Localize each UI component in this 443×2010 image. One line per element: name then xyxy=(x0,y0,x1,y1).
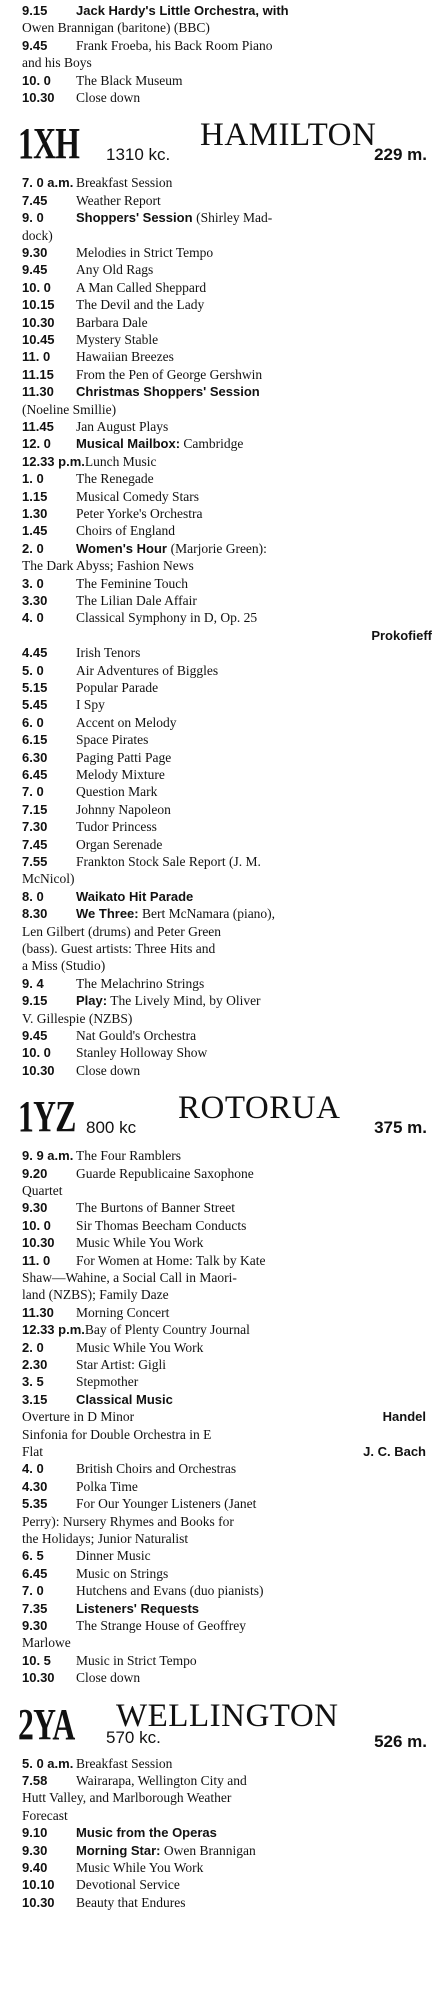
program-time: 9.30 xyxy=(22,1200,48,1216)
composer-name: Handel xyxy=(382,1409,426,1425)
program-time: 4. 0 xyxy=(22,610,44,626)
program-title: Waikato Hit Parade xyxy=(76,888,194,904)
program-line xyxy=(22,1426,432,1444)
program-title: V. Gillespie (NZBS) xyxy=(22,1010,133,1026)
program-detail: Bert McNamara (piano), xyxy=(138,906,276,922)
program-line xyxy=(22,783,432,801)
program-line xyxy=(22,1652,432,1670)
program-time: 11. 0 xyxy=(22,1252,51,1268)
program-title: Frankton Stock Sale Report (J. M. xyxy=(76,854,261,869)
program-time: 3.15 xyxy=(22,1391,48,1407)
program-line xyxy=(22,992,432,1010)
program-time: 9.15 xyxy=(22,993,48,1009)
program-line xyxy=(22,557,432,575)
program-title: Peter Yorke's Orchestra xyxy=(76,506,203,521)
program-time: 1.45 xyxy=(22,523,48,539)
program-detail: Cambridge xyxy=(180,436,244,452)
program-time: 10.15 xyxy=(22,297,55,313)
program-title: Paging Patti Page xyxy=(76,749,172,765)
program-title: Classical Music xyxy=(76,1391,173,1407)
program-time: 10.30 xyxy=(22,314,55,330)
program-line xyxy=(22,2,432,20)
program-time: 8. 0 xyxy=(22,888,44,904)
program-time: 10.30 xyxy=(22,1894,55,1910)
program-time: 6. 5 xyxy=(22,1548,44,1564)
program-title: Musical Comedy Stars xyxy=(76,488,199,504)
program-title: Popular Parade xyxy=(76,680,159,695)
program-title: Air Adventures of Biggles xyxy=(76,662,219,678)
program-time: 7. 0 xyxy=(22,1583,44,1599)
program-line xyxy=(22,1547,432,1565)
station-call-sign: 1XH xyxy=(18,119,80,169)
program-time: 9.10 xyxy=(22,1825,48,1841)
program-time: 10. 0 xyxy=(22,1217,51,1233)
program-title: Mystery Stable xyxy=(76,332,159,347)
program-title: Beauty that Endures xyxy=(76,1894,186,1910)
program-line xyxy=(22,348,432,366)
station-header xyxy=(18,1693,433,1753)
program-line xyxy=(22,1252,432,1270)
program-time: 9.15 xyxy=(22,3,48,18)
program-time: 5. 0 a.m. xyxy=(22,1755,74,1771)
program-time: 10.30 xyxy=(22,90,55,105)
program-line xyxy=(22,1669,432,1687)
program-line xyxy=(22,1408,432,1426)
program-line xyxy=(22,575,432,593)
program-line xyxy=(22,1269,432,1287)
program-line xyxy=(22,801,432,819)
program-title: McNicol) xyxy=(22,871,75,887)
program-line xyxy=(22,975,432,993)
program-title: Space Pirates xyxy=(76,732,149,748)
program-title: The Devil and the Lady xyxy=(76,297,205,313)
program-time: 8.30 xyxy=(22,906,48,922)
program-time: 3. 5 xyxy=(22,1374,44,1390)
program-line xyxy=(22,279,432,297)
program-line xyxy=(22,1772,432,1790)
program-line xyxy=(22,1443,432,1461)
program-time: 7.35 xyxy=(22,1600,48,1616)
program-line xyxy=(22,435,432,453)
program-time: 10.30 xyxy=(22,1062,55,1078)
program-time: 10.30 xyxy=(22,1235,55,1251)
program-line xyxy=(22,89,432,107)
program-time: 5.15 xyxy=(22,680,48,695)
program-title: Quartet xyxy=(22,1183,63,1198)
program-line xyxy=(22,1010,432,1028)
station-call-sign: 2YA xyxy=(18,1699,75,1749)
program-title: Jack Hardy's Little Orchestra, with xyxy=(76,3,289,18)
program-time: 9.45 xyxy=(22,262,48,278)
composer-name: Prokofieff xyxy=(371,627,432,643)
program-time: 5. 0 xyxy=(22,662,44,678)
program-line xyxy=(22,1286,432,1304)
program-time: 10. 0 xyxy=(22,1045,51,1061)
program-title: For Women at Home: Talk by Kate xyxy=(76,1252,266,1268)
program-title: Owen Brannigan (baritone) (BBC) xyxy=(22,20,210,36)
program-title: Hawaiian Breezes xyxy=(76,349,174,365)
program-line xyxy=(22,54,432,72)
program-line xyxy=(22,1373,432,1391)
program-line xyxy=(22,1234,432,1252)
program-title: The Four Ramblers xyxy=(76,1148,181,1164)
program-title: Sinfonia for Double Orchestra in E xyxy=(22,1426,212,1442)
program-title: Music While You Work xyxy=(76,1339,204,1355)
program-title: Weather Report xyxy=(76,192,161,208)
program-time: 6.45 xyxy=(22,1565,48,1581)
program-time: 3.30 xyxy=(22,593,48,608)
program-time: 1.15 xyxy=(22,488,48,504)
program-time: 7.45 xyxy=(22,836,48,852)
station-frequency: 1310 kc. xyxy=(106,145,171,165)
program-time: 9. 9 a.m. xyxy=(22,1148,74,1164)
program-title: Melodies in Strict Tempo xyxy=(76,245,214,260)
program-time: 9.30 xyxy=(22,1842,48,1858)
program-line xyxy=(22,1582,432,1600)
program-title: Music from the Operas xyxy=(76,1825,217,1841)
program-time: 10.30 xyxy=(22,1670,55,1686)
program-line xyxy=(22,1617,432,1635)
program-time: 2. 0 xyxy=(22,540,44,556)
program-title: Shoppers' Session xyxy=(76,210,197,226)
program-detail: The Lively Mind, by Oliver xyxy=(107,993,261,1009)
program-title: Perry): Nursery Rhymes and Books for xyxy=(22,1513,234,1529)
program-title: Len Gilbert (drums) and Peter Green xyxy=(22,923,222,939)
program-line xyxy=(22,505,432,523)
program-time: 5.45 xyxy=(22,697,48,713)
program-line xyxy=(22,627,432,645)
program-title: Lunch Music xyxy=(84,453,157,469)
program-title: (Noeline Smillie) xyxy=(22,401,117,417)
program-line xyxy=(22,836,432,854)
program-title: Forecast xyxy=(22,1807,68,1823)
program-time: 10. 0 xyxy=(22,279,51,295)
program-line xyxy=(22,19,432,37)
program-line xyxy=(22,1356,432,1374)
station-city: HAMILTON xyxy=(200,117,377,154)
program-line xyxy=(22,1634,432,1652)
program-title: Listeners' Requests xyxy=(76,1600,200,1616)
program-time: 9.45 xyxy=(22,37,48,53)
program-time: 10. 5 xyxy=(22,1652,51,1668)
program-title: Polka Time xyxy=(76,1478,138,1494)
station-city: ROTORUA xyxy=(178,1090,341,1127)
program-title: Hutchens and Evans (duo pianists) xyxy=(76,1583,264,1599)
program-line xyxy=(22,1565,432,1583)
program-time: 5.35 xyxy=(22,1496,48,1512)
program-line xyxy=(22,662,432,680)
program-title: Wairarapa, Wellington City and xyxy=(76,1773,247,1788)
program-line xyxy=(22,1391,432,1409)
program-title: The Burtons of Banner Street xyxy=(76,1200,235,1216)
program-time: 6.45 xyxy=(22,767,48,782)
program-line xyxy=(22,1807,432,1825)
program-title: Sir Thomas Beecham Conducts xyxy=(76,1217,247,1233)
program-line xyxy=(22,1044,432,1062)
program-line xyxy=(22,1513,432,1531)
program-title: Marlowe xyxy=(22,1635,71,1651)
program-time: 6.30 xyxy=(22,749,48,765)
program-title: Any Old Rags xyxy=(76,262,154,278)
program-title: Women's Hour xyxy=(76,540,171,556)
program-line xyxy=(22,923,432,941)
program-line xyxy=(22,522,432,540)
program-title: Music While You Work xyxy=(76,1235,204,1251)
work-title: Flat xyxy=(22,1444,44,1459)
program-line xyxy=(22,1755,432,1773)
program-line xyxy=(22,453,432,471)
program-line xyxy=(22,766,432,784)
program-title: Breakfast Session xyxy=(76,175,173,191)
program-title: Christmas Shoppers' Session xyxy=(76,384,260,400)
program-line xyxy=(22,314,432,332)
program-title: I Spy xyxy=(76,697,105,713)
program-title: The Feminine Touch xyxy=(76,575,189,591)
program-line xyxy=(22,540,432,558)
program-title: land (NZBS); Family Daze xyxy=(22,1287,169,1303)
program-line xyxy=(22,209,432,227)
program-time: 7.45 xyxy=(22,192,48,208)
program-title: We Three: xyxy=(76,906,139,922)
program-line xyxy=(22,905,432,923)
program-title: Johnny Napoleon xyxy=(76,801,171,817)
program-line xyxy=(22,1876,432,1894)
program-title: Shaw—Wahine, a Social Call in Maori- xyxy=(22,1270,237,1285)
program-time: 7.15 xyxy=(22,801,48,817)
program-title: Jan August Plays xyxy=(76,419,169,434)
program-title: Close down xyxy=(76,1062,141,1078)
program-title: Devotional Service xyxy=(76,1877,180,1893)
program-time: 11.30 xyxy=(22,384,54,400)
program-line xyxy=(22,1199,432,1217)
program-line xyxy=(22,592,432,610)
program-line xyxy=(22,296,432,314)
program-time: 11. 0 xyxy=(22,349,51,365)
program-line xyxy=(22,401,432,419)
program-title: Accent on Melody xyxy=(76,714,177,730)
program-line xyxy=(22,609,432,627)
station-header xyxy=(18,112,433,172)
program-line xyxy=(22,244,432,262)
program-title: Hutt Valley, and Marlborough Weather xyxy=(22,1790,232,1806)
program-time: 10.45 xyxy=(22,332,55,347)
program-time: 2. 0 xyxy=(22,1339,44,1355)
program-title: Close down xyxy=(76,90,141,105)
program-line xyxy=(22,1789,432,1807)
program-title: British Choirs and Orchestras xyxy=(76,1461,237,1477)
program-title: A Man Called Sheppard xyxy=(76,279,207,295)
program-line xyxy=(22,366,432,384)
program-title: Classical Symphony in D, Op. 25 xyxy=(76,610,258,626)
program-title: Close down xyxy=(76,1670,141,1686)
program-title: Morning Concert xyxy=(76,1304,170,1320)
program-line xyxy=(22,731,432,749)
station-wavelength: 229 m. xyxy=(374,145,427,165)
program-title: Melody Mixture xyxy=(76,767,165,782)
station-wavelength: 375 m. xyxy=(374,1118,427,1138)
program-line xyxy=(22,383,432,401)
program-time: 1. 0 xyxy=(22,471,44,487)
program-time: 11.30 xyxy=(22,1304,54,1320)
program-line xyxy=(22,37,432,55)
program-line xyxy=(22,1182,432,1200)
station-frequency: 570 kc. xyxy=(106,1727,161,1747)
program-title: (bass). Guest artists: Three Hits and xyxy=(22,941,216,956)
program-time: 11.45 xyxy=(22,419,54,434)
program-line xyxy=(22,1478,432,1496)
station-wavelength: 526 m. xyxy=(374,1731,427,1751)
program-line xyxy=(22,418,432,436)
program-line xyxy=(22,72,432,90)
program-title: The Black Museum xyxy=(76,72,183,88)
program-line xyxy=(22,1217,432,1235)
program-time: 9.30 xyxy=(22,245,48,260)
program-time: 9.40 xyxy=(22,1860,48,1875)
program-title: Irish Tenors xyxy=(76,645,141,661)
program-title: Stanley Holloway Show xyxy=(76,1045,208,1061)
program-title: Organ Serenade xyxy=(76,836,163,852)
program-title: Play: xyxy=(76,993,108,1009)
program-title: and his Boys xyxy=(22,55,92,71)
program-title: Nat Gould's Orchestra xyxy=(76,1028,197,1043)
station-city: WELLINGTON xyxy=(116,1697,339,1734)
work-title: Overture in D Minor xyxy=(22,1409,135,1425)
program-line xyxy=(22,1321,432,1339)
program-time: 9. 0 xyxy=(22,210,44,226)
program-time: 7.55 xyxy=(22,854,48,869)
program-time: 7. 0 a.m. xyxy=(22,175,74,191)
program-title: The Lilian Dale Affair xyxy=(76,593,197,608)
program-title: the Holidays; Junior Naturalist xyxy=(22,1531,189,1546)
program-title: Breakfast Session xyxy=(76,1755,173,1771)
program-title: Guarde Republicaine Saxophone xyxy=(76,1165,254,1181)
program-title: a Miss (Studio) xyxy=(22,958,106,974)
program-time: 12.33 p.m. xyxy=(22,453,85,469)
program-line xyxy=(22,174,432,192)
program-time: 4. 0 xyxy=(22,1461,44,1477)
program-title: Barbara Dale xyxy=(76,314,148,330)
program-time: 2.30 xyxy=(22,1357,48,1372)
program-time: 6. 0 xyxy=(22,714,44,730)
program-line xyxy=(22,1495,432,1513)
program-title: Star Artist: Gigli xyxy=(76,1357,167,1372)
program-line xyxy=(22,1859,432,1877)
program-time: 7.30 xyxy=(22,819,48,835)
program-title: For Our Younger Listeners (Janet xyxy=(76,1496,257,1512)
program-line xyxy=(22,679,432,697)
program-line xyxy=(22,488,432,506)
program-time: 3. 0 xyxy=(22,575,44,591)
program-line xyxy=(22,696,432,714)
program-line xyxy=(22,1339,432,1357)
program-detail: Owen Brannigan xyxy=(160,1842,256,1858)
program-line xyxy=(22,1147,432,1165)
program-line xyxy=(22,470,432,488)
program-line xyxy=(22,1165,432,1183)
program-time: 7.58 xyxy=(22,1773,48,1788)
program-title: Question Mark xyxy=(76,784,158,800)
program-title: From the Pen of George Gershwin xyxy=(76,366,263,382)
station-frequency: 800 kc xyxy=(86,1118,137,1138)
program-detail: (Shirley Mad- xyxy=(196,210,273,226)
program-time: 10. 0 xyxy=(22,72,51,88)
program-line xyxy=(22,870,432,888)
program-time: 4.30 xyxy=(22,1478,48,1494)
program-title: Morning Star: xyxy=(76,1842,161,1858)
program-line xyxy=(22,1894,432,1912)
program-time: 9. 4 xyxy=(22,975,44,991)
program-line xyxy=(22,714,432,732)
program-line xyxy=(22,853,432,871)
program-title: The Renegade xyxy=(76,471,154,487)
program-line xyxy=(22,331,432,349)
station-call-sign: 1YZ xyxy=(18,1092,76,1142)
program-line xyxy=(22,818,432,836)
program-title: Dinner Music xyxy=(76,1548,151,1564)
program-title: Tudor Princess xyxy=(76,819,157,835)
program-line xyxy=(22,1530,432,1548)
program-line xyxy=(22,1600,432,1618)
program-title: Frank Froeba, his Back Room Piano xyxy=(76,37,273,53)
program-time: 12.33 p.m. xyxy=(22,1322,85,1338)
program-line xyxy=(22,1824,432,1842)
program-time: 12. 0 xyxy=(22,436,51,452)
program-title: The Dark Abyss; Fashion News xyxy=(22,558,194,574)
program-title: The Strange House of Geoffrey xyxy=(76,1618,246,1633)
program-title: Bay of Plenty Country Journal xyxy=(84,1322,250,1338)
program-detail: (Marjorie Green): xyxy=(170,540,267,556)
program-line xyxy=(22,192,432,210)
program-time: 9.30 xyxy=(22,1618,48,1633)
program-title: Music While You Work xyxy=(76,1860,204,1875)
program-time: 10.10 xyxy=(22,1877,55,1893)
program-line xyxy=(22,261,432,279)
program-title: Music on Strings xyxy=(76,1565,169,1581)
program-line xyxy=(22,888,432,906)
program-time: 9.20 xyxy=(22,1165,48,1181)
program-time: 9.45 xyxy=(22,1028,48,1043)
program-line xyxy=(22,227,432,245)
program-title: dock) xyxy=(22,227,53,243)
program-line xyxy=(22,940,432,958)
station-header xyxy=(18,1085,433,1145)
program-time: 7. 0 xyxy=(22,784,44,800)
program-line xyxy=(22,957,432,975)
program-line xyxy=(22,1460,432,1478)
program-title: The Melachrino Strings xyxy=(76,975,205,991)
composer-name: J. C. Bach xyxy=(363,1444,426,1459)
program-line xyxy=(22,1304,432,1322)
program-time: 4.45 xyxy=(22,645,48,661)
program-time: 11.15 xyxy=(22,366,54,382)
program-title: Musical Mailbox: xyxy=(76,436,181,452)
program-line xyxy=(22,1027,432,1045)
program-title: Stepmother xyxy=(76,1374,139,1390)
program-line xyxy=(22,749,432,767)
program-time: 6.15 xyxy=(22,732,48,748)
program-line xyxy=(22,1062,432,1080)
program-time: 1.30 xyxy=(22,506,48,521)
program-title: Music in Strict Tempo xyxy=(76,1652,197,1668)
program-line xyxy=(22,1842,432,1860)
program-line xyxy=(22,644,432,662)
program-title: Choirs of England xyxy=(76,523,175,539)
